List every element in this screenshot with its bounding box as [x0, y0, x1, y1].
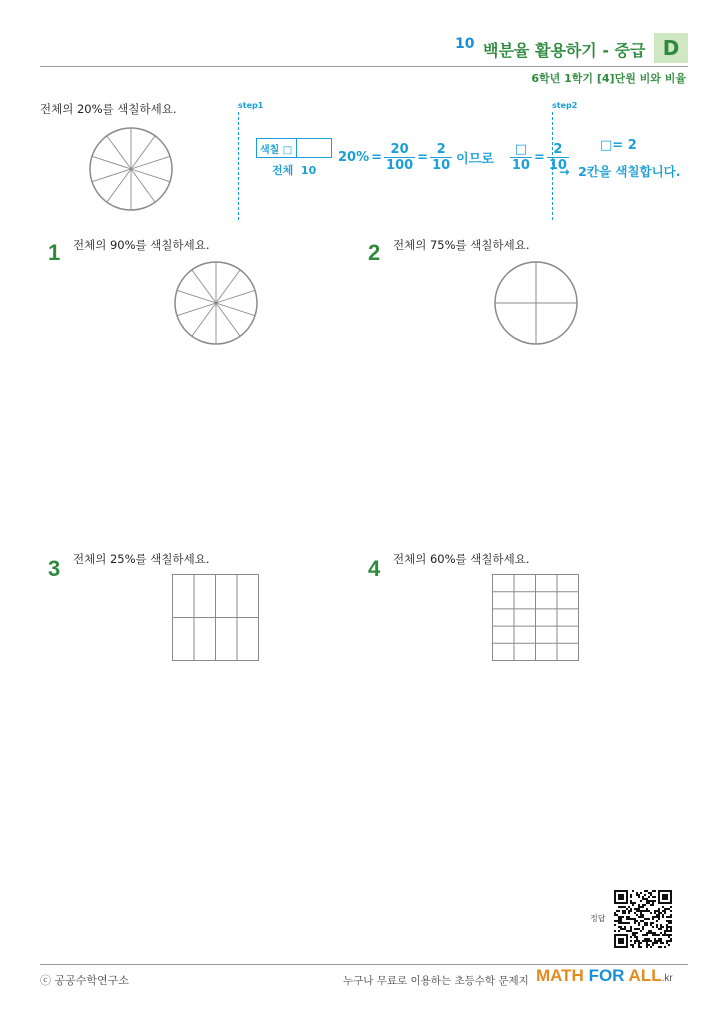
- answer-key-label: 정답: [590, 914, 606, 923]
- question-4-grid-4x5[interactable]: [492, 574, 580, 662]
- footer-tagline: 누구나 무료로 이용하는 초등수학 문제지: [343, 975, 529, 987]
- footer-divider: [40, 964, 688, 965]
- step1-divider: [238, 112, 239, 220]
- level-badge: D: [654, 33, 688, 63]
- brand-logo: MATH FOR ALL.kr: [536, 966, 673, 985]
- unit-number: 10: [455, 36, 475, 52]
- question-2-text: 전체의 75%를 색칠하세요.: [393, 238, 530, 252]
- question-3-number: 3: [48, 556, 61, 581]
- worksheet-subtitle: 6학년 1학기 [4]단원 비와 비율: [531, 72, 686, 85]
- example-equation: [338, 142, 569, 173]
- example-circle-10: [88, 126, 174, 212]
- ratio-bar-total-label: 전체 10: [272, 164, 317, 177]
- eq-so-text: 이므로: [456, 152, 494, 167]
- question-1-number: 1: [48, 240, 61, 265]
- question-1-text: 전체의 90%를 색칠하세요.: [73, 238, 210, 252]
- answer-qr-code-icon[interactable]: [614, 890, 672, 948]
- fraction-20-100: $\frac{20}{100}$: [386, 142, 414, 173]
- fraction-2-10-b: $\frac{2}{10}$: [548, 142, 567, 173]
- fraction-2-10: $\frac{2}{10}$: [432, 142, 451, 173]
- step2-label: step2: [552, 101, 578, 110]
- ratio-bar-shaded-label: 색칠 □: [260, 145, 293, 156]
- ratio-bar: [256, 138, 332, 158]
- question-3-text: 전체의 25%를 색칠하세요.: [73, 552, 210, 566]
- eq-sign-3: =: [533, 150, 545, 165]
- answer-text: → 2칸을 색칠합니다.: [559, 164, 681, 179]
- question-4-number: 4: [368, 556, 381, 581]
- question-2-number: 2: [368, 240, 381, 265]
- eq-sign-1: =: [371, 150, 383, 165]
- question-1-circle-10[interactable]: [173, 260, 259, 346]
- fraction-box-10: $\frac{□}{10}$: [511, 142, 530, 173]
- question-2-circle-4[interactable]: [493, 260, 579, 346]
- step1-label: step1: [238, 101, 264, 110]
- eq-sign-2: =: [417, 150, 429, 165]
- example-question: 전체의 20%를 색칠하세요.: [40, 102, 177, 116]
- answer-box-value: □= 2: [600, 138, 637, 153]
- eq-percent: 20%: [338, 150, 370, 165]
- question-4-text: 전체의 60%를 색칠하세요.: [393, 552, 530, 566]
- question-3-grid-4x2[interactable]: [172, 574, 260, 662]
- footer-copyright: ⓒ 공공수학연구소: [40, 974, 129, 987]
- header-divider: [40, 66, 688, 67]
- worksheet-title: 백분율 활용하기 - 중급: [483, 41, 646, 60]
